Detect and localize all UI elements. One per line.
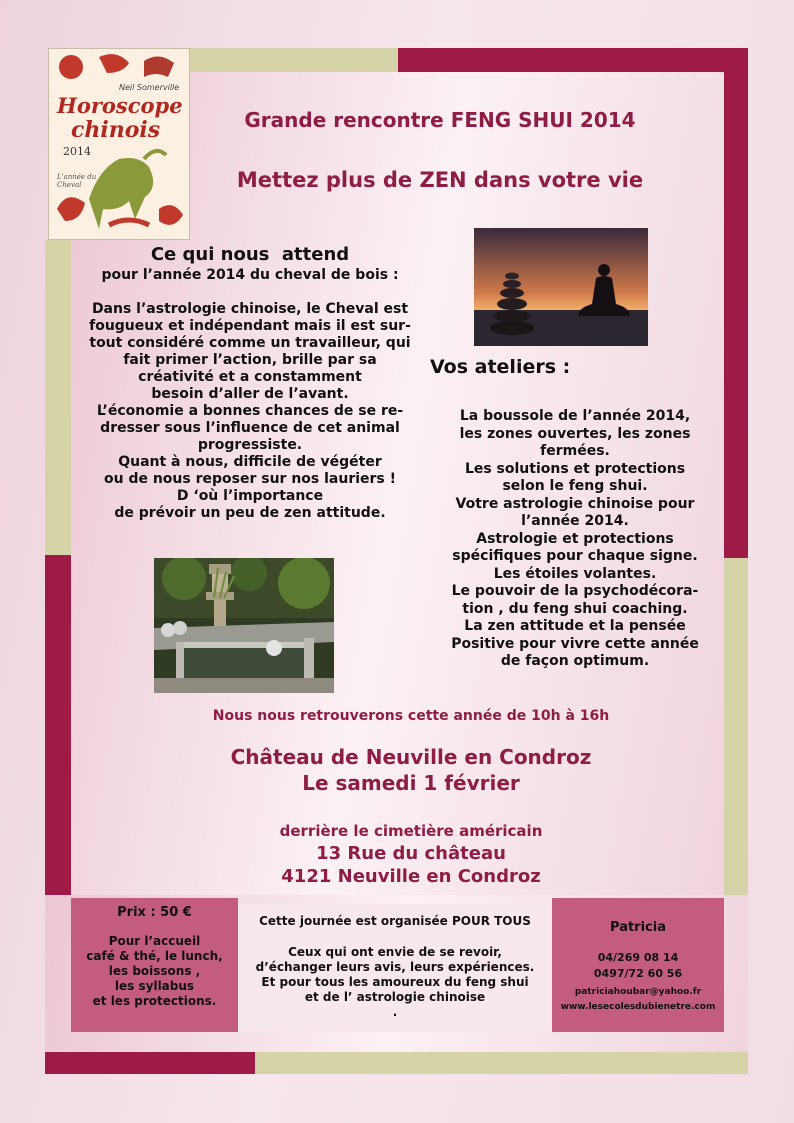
page-subtitle: Mettez plus de ZEN dans votre vie: [236, 168, 644, 192]
intro-section: [70, 244, 430, 522]
ateliers-line: les zones ouvertes, les zones: [459, 425, 691, 442]
intro-line: D ‘où l’importance: [176, 488, 324, 504]
book-title-line1: Horoscope: [57, 93, 183, 118]
price-box: [71, 898, 238, 1032]
intro-line: dresser sous l’influence de cet animal: [100, 420, 400, 436]
price-title: Prix : 50 €: [117, 905, 192, 920]
ateliers-line: selon le feng shui.: [502, 478, 648, 494]
frame-bar-left-maroon: [45, 555, 71, 895]
organization-box: [238, 904, 552, 1032]
price-details: [71, 934, 238, 1009]
contact-phone-1: 04/269 08 14: [597, 951, 679, 964]
intro-line: tout considéré comme un travailleur, qui: [89, 335, 411, 351]
event-time: Nous nous retrouverons cette année de 10h à 16h: [212, 708, 610, 724]
intro-subheading: pour l’année 2014 du cheval de bois :: [101, 267, 399, 283]
book-author: Neil Somerville: [119, 83, 180, 92]
intro-line: Quant à nous, difficile de végéter: [118, 454, 382, 470]
book-cover-image: [48, 48, 190, 240]
ateliers-line: Positive pour vivre cette année: [451, 635, 699, 652]
price-line: les boissons ,: [108, 964, 201, 978]
intro-line: créativité et a constamment: [138, 369, 362, 385]
frame-bar-right-maroon: [724, 48, 748, 558]
price-line: café & thé, le lunch,: [86, 949, 223, 963]
ateliers-line: Les étoiles volantes.: [493, 565, 657, 582]
event-city: 4121 Neuville en Condroz: [281, 866, 541, 887]
contact-website-link[interactable]: www.lesecolesdubienetre.com: [560, 1002, 716, 1012]
contact-box: [552, 898, 724, 1032]
ateliers-line: Astrologie et protections: [476, 530, 674, 547]
zen-garden-illustration: [154, 558, 334, 693]
intro-line: ou de nous reposer sur nos lauriers !: [103, 471, 397, 487]
frame-bar-top-maroon: [398, 48, 748, 72]
intro-line: de prévoir un peu de zen attitude.: [114, 505, 386, 521]
meditation-photo: [474, 228, 648, 346]
ateliers-line: spécifiques pour chaque signe.: [452, 548, 698, 564]
ateliers-list: [436, 408, 714, 671]
event-directions: derrière le cimetière américain: [279, 822, 543, 840]
contact-email-link[interactable]: patriciahoubar@yahoo.fr: [574, 987, 702, 997]
ateliers-line: La boussole de l’année 2014,: [459, 408, 691, 424]
ateliers-line: Les solutions et protections: [464, 460, 686, 477]
ateliers-line: Votre astrologie chinoise pour: [455, 495, 695, 512]
organization-line: Et pour tous les amoureux du feng shui: [261, 975, 529, 989]
book-caption: L'année du Cheval: [57, 173, 97, 189]
frame-bar-top-khaki: [160, 48, 398, 72]
ateliers-line: tion , du feng shui coaching.: [462, 600, 688, 617]
zen-garden-photo: [154, 558, 334, 693]
book-year: 2014: [63, 145, 91, 158]
event-date: Le samedi 1 février: [302, 771, 520, 795]
intro-line: Dans l’astrologie chinoise, le Cheval est: [91, 301, 409, 317]
ateliers-heading: Vos ateliers :: [430, 356, 571, 378]
price-line: Pour l’accueil: [108, 934, 201, 948]
organization-line: .: [392, 1005, 398, 1019]
contact-phone-2: 0497/72 60 56: [593, 967, 683, 980]
price-line: les syllabus: [114, 979, 195, 993]
ateliers-line: l’année 2014.: [521, 513, 629, 529]
book-title-line2: chinois: [71, 117, 161, 143]
page-title: Grande rencontre FENG SHUI 2014: [244, 108, 636, 132]
organization-line: Ceux qui ont envie de se revoir,: [288, 945, 502, 959]
frame-bar-left-khaki: [45, 240, 71, 555]
intro-line: besoin d’aller de l’avant.: [151, 386, 349, 402]
zodiac-animals-illustration: [49, 49, 189, 239]
intro-line: progressiste.: [197, 437, 303, 453]
organization-details: [238, 945, 552, 1020]
intro-line: L’économie a bonnes chances de se re-: [96, 403, 404, 419]
organization-title: Cette journée est organisée POUR TOUS: [259, 914, 531, 928]
organization-line: et de l’ astrologie chinoise: [304, 990, 486, 1004]
price-line: et les protections.: [92, 994, 217, 1008]
ateliers-line: Le pouvoir de la psychodécora-: [451, 583, 699, 599]
intro-heading: Ce qui nous attend: [150, 244, 350, 265]
meditation-sunset-illustration: [474, 228, 648, 346]
event-place: Château de Neuville en Condroz: [230, 745, 592, 769]
intro-line: fait primer l’action, brille par sa: [123, 352, 377, 368]
event-street: 13 Rue du château: [316, 843, 506, 864]
frame-bar-bottom-maroon: [45, 1052, 255, 1074]
ateliers-line: fermées.: [540, 443, 610, 459]
organization-line: d’échanger leurs avis, leurs expériences.: [255, 960, 535, 974]
intro-line: fougueux et indépendant mais il est sur-: [89, 318, 411, 334]
contact-name: Patricia: [610, 920, 666, 935]
ateliers-line: La zen attitude et la pensée: [464, 618, 686, 634]
intro-text: [70, 301, 430, 522]
ateliers-line: de façon optimum.: [500, 653, 650, 669]
